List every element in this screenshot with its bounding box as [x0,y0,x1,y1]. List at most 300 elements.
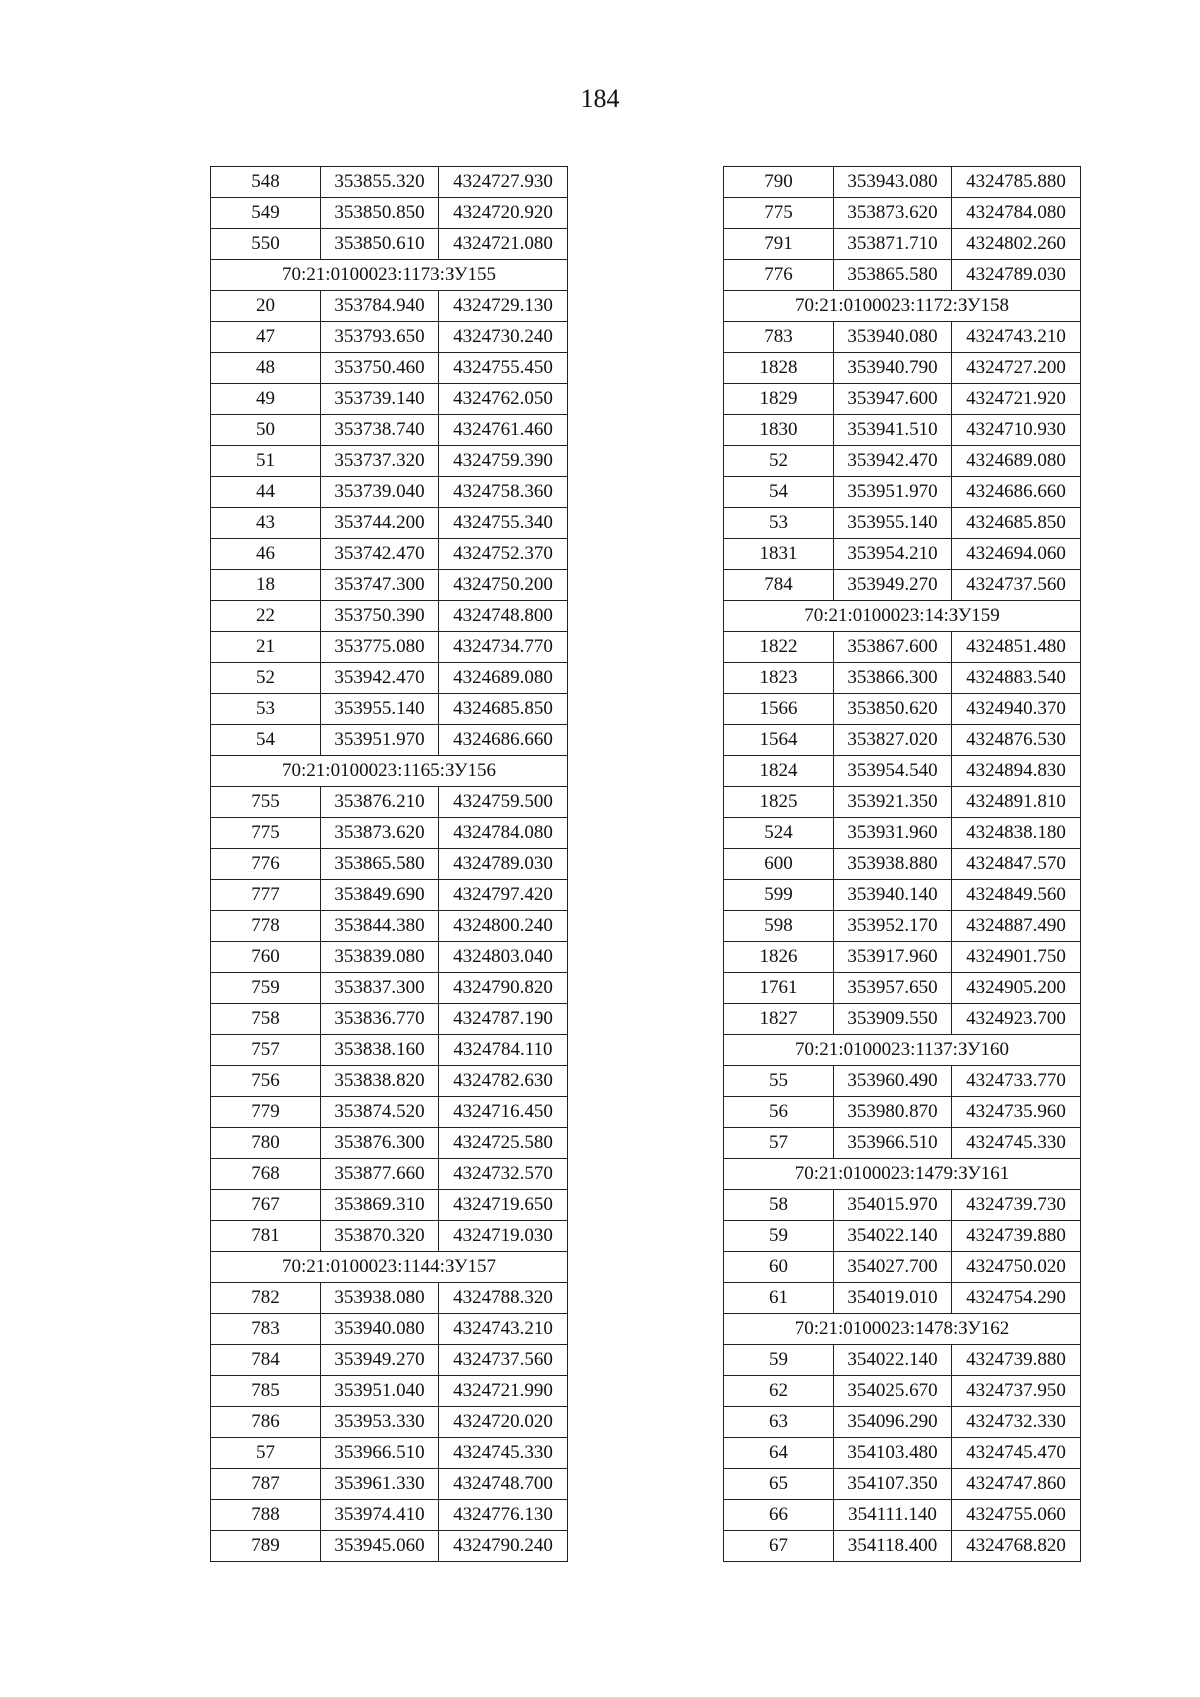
coordinate-row [211,446,568,477]
page-number: 184 [580,84,620,113]
point-number-cell: 1823 [724,663,834,694]
x-coordinate-cell: 353866.300 [834,663,952,694]
point-number-cell: 64 [724,1438,834,1469]
y-coordinate-cell: 4324755.450 [439,353,568,384]
coordinate-row [211,1407,568,1438]
coordinate-row [724,1128,1081,1159]
y-coordinate-cell: 4324803.040 [439,942,568,973]
y-coordinate-cell: 4324689.080 [439,663,568,694]
x-coordinate-cell: 353942.470 [321,663,439,694]
y-coordinate-cell: 4324752.370 [439,539,568,570]
point-number-cell: 63 [724,1407,834,1438]
x-coordinate-cell: 354111.140 [834,1500,952,1531]
coordinate-row [724,1004,1081,1035]
parcel-cadastral-number: 70:21:0100023:1479:ЗУ161 [724,1159,1081,1190]
parcel-cadastral-number: 70:21:0100023:1144:ЗУ157 [211,1252,568,1283]
x-coordinate-cell: 354103.480 [834,1438,952,1469]
coordinate-row [211,1190,568,1221]
point-number-cell: 786 [211,1407,321,1438]
y-coordinate-cell: 4324729.130 [439,291,568,322]
x-coordinate-cell: 354118.400 [834,1531,952,1562]
coordinate-row [211,601,568,632]
y-coordinate-cell: 4324782.630 [439,1066,568,1097]
point-number-cell: 20 [211,291,321,322]
x-coordinate-cell: 353747.300 [321,570,439,601]
coordinate-row [724,1500,1081,1531]
x-coordinate-cell: 353974.410 [321,1500,439,1531]
x-coordinate-cell: 353867.600 [834,632,952,663]
x-coordinate-cell: 353945.060 [321,1531,439,1562]
y-coordinate-cell: 4324847.570 [952,849,1081,880]
coordinate-row [211,1469,568,1500]
x-coordinate-cell: 353873.620 [321,818,439,849]
point-number-cell: 18 [211,570,321,601]
y-coordinate-cell: 4324887.490 [952,911,1081,942]
x-coordinate-cell: 353917.960 [834,942,952,973]
x-coordinate-cell: 353870.320 [321,1221,439,1252]
coordinate-row [211,1097,568,1128]
coordinate-row [724,694,1081,725]
point-number-cell: 52 [724,446,834,477]
point-number-cell: 22 [211,601,321,632]
coordinate-row [724,911,1081,942]
coordinates-table-left [210,166,568,1562]
point-number-cell: 758 [211,1004,321,1035]
point-number-cell: 50 [211,415,321,446]
parcel-header-row [211,260,568,291]
y-coordinate-cell: 4324737.560 [952,570,1081,601]
x-coordinate-cell: 353750.460 [321,353,439,384]
x-coordinate-cell: 353844.380 [321,911,439,942]
x-coordinate-cell: 353938.880 [834,849,952,880]
x-coordinate-cell: 353865.580 [321,849,439,880]
x-coordinate-cell: 353940.080 [321,1314,439,1345]
coordinate-row [211,694,568,725]
x-coordinate-cell: 353836.770 [321,1004,439,1035]
y-coordinate-cell: 4324739.880 [952,1221,1081,1252]
y-coordinate-cell: 4324802.260 [952,229,1081,260]
y-coordinate-cell: 4324685.850 [952,508,1081,539]
y-coordinate-cell: 4324784.110 [439,1035,568,1066]
point-number-cell: 61 [724,1283,834,1314]
point-number-cell: 65 [724,1469,834,1500]
x-coordinate-cell: 353941.510 [834,415,952,446]
y-coordinate-cell: 4324748.700 [439,1469,568,1500]
coordinate-row [211,787,568,818]
parcel-header-row [211,756,568,787]
y-coordinate-cell: 4324797.420 [439,880,568,911]
point-number-cell: 776 [211,849,321,880]
coordinate-row [211,291,568,322]
x-coordinate-cell: 353951.970 [834,477,952,508]
point-number-cell: 768 [211,1159,321,1190]
coordinate-row [211,1128,568,1159]
x-coordinate-cell: 353952.170 [834,911,952,942]
y-coordinate-cell: 4324685.850 [439,694,568,725]
x-coordinate-cell: 353957.650 [834,973,952,1004]
x-coordinate-cell: 353784.940 [321,291,439,322]
point-number-cell: 53 [724,508,834,539]
point-number-cell: 51 [211,446,321,477]
y-coordinate-cell: 4324719.030 [439,1221,568,1252]
x-coordinate-cell: 353951.970 [321,725,439,756]
y-coordinate-cell: 4324727.200 [952,353,1081,384]
point-number-cell: 55 [724,1066,834,1097]
y-coordinate-cell: 4324694.060 [952,539,1081,570]
coordinate-row [211,570,568,601]
y-coordinate-cell: 4324789.030 [439,849,568,880]
parcel-cadastral-number: 70:21:0100023:1478:ЗУ162 [724,1314,1081,1345]
parcel-cadastral-number: 70:21:0100023:1172:ЗУ158 [724,291,1081,322]
y-coordinate-cell: 4324686.660 [439,725,568,756]
point-number-cell: 57 [211,1438,321,1469]
x-coordinate-cell: 354107.350 [834,1469,952,1500]
x-coordinate-cell: 353953.330 [321,1407,439,1438]
y-coordinate-cell: 4324940.370 [952,694,1081,725]
coordinate-row [211,198,568,229]
point-number-cell: 788 [211,1500,321,1531]
point-number-cell: 787 [211,1469,321,1500]
parcel-header-row [724,1314,1081,1345]
x-coordinate-cell: 353966.510 [834,1128,952,1159]
coordinate-row [724,570,1081,601]
coordinate-row [211,1004,568,1035]
point-number-cell: 59 [724,1345,834,1376]
coordinate-row [724,1097,1081,1128]
parcel-header-row [724,291,1081,322]
parcel-cadastral-number: 70:21:0100023:1173:ЗУ155 [211,260,568,291]
coordinate-row [724,880,1081,911]
coordinate-row [211,1314,568,1345]
x-coordinate-cell: 353960.490 [834,1066,952,1097]
y-coordinate-cell: 4324787.190 [439,1004,568,1035]
coordinate-row [724,1469,1081,1500]
x-coordinate-cell: 353980.870 [834,1097,952,1128]
coordinate-row [211,1345,568,1376]
point-number-cell: 756 [211,1066,321,1097]
coordinate-row [724,167,1081,198]
y-coordinate-cell: 4324750.020 [952,1252,1081,1283]
x-coordinate-cell: 353874.520 [321,1097,439,1128]
y-coordinate-cell: 4324743.210 [952,322,1081,353]
x-coordinate-cell: 353837.300 [321,973,439,1004]
y-coordinate-cell: 4324721.990 [439,1376,568,1407]
y-coordinate-cell: 4324721.920 [952,384,1081,415]
x-coordinate-cell: 354019.010 [834,1283,952,1314]
coordinates-table-left-body [211,167,568,1562]
coordinate-row [724,725,1081,756]
x-coordinate-cell: 353793.650 [321,322,439,353]
x-coordinate-cell: 353869.310 [321,1190,439,1221]
point-number-cell: 598 [724,911,834,942]
point-number-cell: 62 [724,1376,834,1407]
x-coordinate-cell: 353909.550 [834,1004,952,1035]
point-number-cell: 778 [211,911,321,942]
y-coordinate-cell: 4324923.700 [952,1004,1081,1035]
x-coordinate-cell: 353838.160 [321,1035,439,1066]
parcel-header-row [211,1252,568,1283]
coordinate-row [724,198,1081,229]
x-coordinate-cell: 353931.960 [834,818,952,849]
x-coordinate-cell: 353940.790 [834,353,952,384]
coordinate-row [211,1159,568,1190]
coordinate-row [211,849,568,880]
y-coordinate-cell: 4324745.330 [439,1438,568,1469]
y-coordinate-cell: 4324789.030 [952,260,1081,291]
y-coordinate-cell: 4324755.060 [952,1500,1081,1531]
coordinate-row [211,1035,568,1066]
y-coordinate-cell: 4324747.860 [952,1469,1081,1500]
coordinate-row [724,229,1081,260]
point-number-cell: 1830 [724,415,834,446]
y-coordinate-cell: 4324743.210 [439,1314,568,1345]
point-number-cell: 1824 [724,756,834,787]
parcel-cadastral-number: 70:21:0100023:1165:ЗУ156 [211,756,568,787]
y-coordinate-cell: 4324851.480 [952,632,1081,663]
x-coordinate-cell: 354096.290 [834,1407,952,1438]
y-coordinate-cell: 4324905.200 [952,973,1081,1004]
coordinate-row [724,1252,1081,1283]
coordinate-row [211,539,568,570]
y-coordinate-cell: 4324849.560 [952,880,1081,911]
x-coordinate-cell: 353942.470 [834,446,952,477]
point-number-cell: 48 [211,353,321,384]
y-coordinate-cell: 4324790.240 [439,1531,568,1562]
y-coordinate-cell: 4324737.950 [952,1376,1081,1407]
point-number-cell: 54 [211,725,321,756]
coordinate-row [211,322,568,353]
coordinate-row [724,1407,1081,1438]
coordinate-row [211,1438,568,1469]
point-number-cell: 67 [724,1531,834,1562]
coordinate-row [211,973,568,1004]
x-coordinate-cell: 353876.210 [321,787,439,818]
coordinate-row [211,384,568,415]
parcel-header-row [724,1035,1081,1066]
x-coordinate-cell: 353775.080 [321,632,439,663]
x-coordinate-cell: 354022.140 [834,1345,952,1376]
y-coordinate-cell: 4324737.560 [439,1345,568,1376]
y-coordinate-cell: 4324894.830 [952,756,1081,787]
y-coordinate-cell: 4324762.050 [439,384,568,415]
point-number-cell: 767 [211,1190,321,1221]
coordinate-row [724,260,1081,291]
coordinate-row [724,818,1081,849]
point-number-cell: 1822 [724,632,834,663]
coordinates-table-right-body [724,167,1081,1562]
coordinate-row [211,229,568,260]
coordinate-row [724,1531,1081,1562]
point-number-cell: 784 [724,570,834,601]
y-coordinate-cell: 4324710.930 [952,415,1081,446]
point-number-cell: 43 [211,508,321,539]
coordinate-row [724,632,1081,663]
y-coordinate-cell: 4324883.540 [952,663,1081,694]
point-number-cell: 524 [724,818,834,849]
x-coordinate-cell: 353838.820 [321,1066,439,1097]
point-number-cell: 59 [724,1221,834,1252]
point-number-cell: 785 [211,1376,321,1407]
x-coordinate-cell: 353737.320 [321,446,439,477]
x-coordinate-cell: 353876.300 [321,1128,439,1159]
point-number-cell: 790 [724,167,834,198]
point-number-cell: 550 [211,229,321,260]
x-coordinate-cell: 353744.200 [321,508,439,539]
point-number-cell: 58 [724,1190,834,1221]
coordinate-row [724,353,1081,384]
point-number-cell: 757 [211,1035,321,1066]
coordinate-row [211,415,568,446]
coordinate-row [211,167,568,198]
y-coordinate-cell: 4324739.880 [952,1345,1081,1376]
parcel-header-row [724,1159,1081,1190]
y-coordinate-cell: 4324745.330 [952,1128,1081,1159]
y-coordinate-cell: 4324901.750 [952,942,1081,973]
y-coordinate-cell: 4324790.820 [439,973,568,1004]
point-number-cell: 780 [211,1128,321,1159]
y-coordinate-cell: 4324750.200 [439,570,568,601]
coordinates-table-right [723,166,1081,1562]
x-coordinate-cell: 354015.970 [834,1190,952,1221]
coordinate-row [211,1221,568,1252]
x-coordinate-cell: 353955.140 [321,694,439,725]
x-coordinate-cell: 353949.270 [321,1345,439,1376]
y-coordinate-cell: 4324686.660 [952,477,1081,508]
x-coordinate-cell: 353850.610 [321,229,439,260]
point-number-cell: 57 [724,1128,834,1159]
point-number-cell: 777 [211,880,321,911]
x-coordinate-cell: 353966.510 [321,1438,439,1469]
point-number-cell: 1825 [724,787,834,818]
coordinate-row [724,663,1081,694]
point-number-cell: 783 [724,322,834,353]
x-coordinate-cell: 354027.700 [834,1252,952,1283]
x-coordinate-cell: 353739.140 [321,384,439,415]
coordinate-row [211,1066,568,1097]
point-number-cell: 782 [211,1283,321,1314]
coordinate-row [211,1531,568,1562]
point-number-cell: 1827 [724,1004,834,1035]
coordinate-row [724,1190,1081,1221]
y-coordinate-cell: 4324800.240 [439,911,568,942]
coordinate-row [724,1376,1081,1407]
x-coordinate-cell: 354025.670 [834,1376,952,1407]
coordinate-row [724,1221,1081,1252]
coordinate-row [724,322,1081,353]
coordinate-row [211,508,568,539]
y-coordinate-cell: 4324735.960 [952,1097,1081,1128]
y-coordinate-cell: 4324719.650 [439,1190,568,1221]
y-coordinate-cell: 4324838.180 [952,818,1081,849]
point-number-cell: 56 [724,1097,834,1128]
y-coordinate-cell: 4324725.580 [439,1128,568,1159]
point-number-cell: 759 [211,973,321,1004]
x-coordinate-cell: 353850.620 [834,694,952,725]
y-coordinate-cell: 4324720.920 [439,198,568,229]
y-coordinate-cell: 4324755.340 [439,508,568,539]
point-number-cell: 44 [211,477,321,508]
point-number-cell: 783 [211,1314,321,1345]
point-number-cell: 784 [211,1345,321,1376]
point-number-cell: 776 [724,260,834,291]
point-number-cell: 21 [211,632,321,663]
point-number-cell: 775 [211,818,321,849]
point-number-cell: 791 [724,229,834,260]
x-coordinate-cell: 353739.040 [321,477,439,508]
coordinate-row [211,911,568,942]
y-coordinate-cell: 4324785.880 [952,167,1081,198]
point-number-cell: 781 [211,1221,321,1252]
point-number-cell: 1566 [724,694,834,725]
y-coordinate-cell: 4324776.130 [439,1500,568,1531]
coordinate-row [724,415,1081,446]
x-coordinate-cell: 353871.710 [834,229,952,260]
y-coordinate-cell: 4324784.080 [952,198,1081,229]
y-coordinate-cell: 4324720.020 [439,1407,568,1438]
y-coordinate-cell: 4324788.320 [439,1283,568,1314]
coordinate-row [211,1283,568,1314]
point-number-cell: 1831 [724,539,834,570]
point-number-cell: 47 [211,322,321,353]
coordinate-row [724,477,1081,508]
coordinate-row [211,1376,568,1407]
coordinate-row [211,880,568,911]
point-number-cell: 779 [211,1097,321,1128]
y-coordinate-cell: 4324689.080 [952,446,1081,477]
x-coordinate-cell: 353949.270 [834,570,952,601]
y-coordinate-cell: 4324759.500 [439,787,568,818]
x-coordinate-cell: 353947.600 [834,384,952,415]
point-number-cell: 599 [724,880,834,911]
x-coordinate-cell: 353921.350 [834,787,952,818]
point-number-cell: 549 [211,198,321,229]
y-coordinate-cell: 4324761.460 [439,415,568,446]
y-coordinate-cell: 4324784.080 [439,818,568,849]
point-number-cell: 1826 [724,942,834,973]
point-number-cell: 760 [211,942,321,973]
coordinate-row [724,384,1081,415]
x-coordinate-cell: 353955.140 [834,508,952,539]
parcel-cadastral-number: 70:21:0100023:1137:ЗУ160 [724,1035,1081,1066]
point-number-cell: 1828 [724,353,834,384]
coordinate-row [211,818,568,849]
y-coordinate-cell: 4324730.240 [439,322,568,353]
x-coordinate-cell: 353940.140 [834,880,952,911]
x-coordinate-cell: 353954.540 [834,756,952,787]
x-coordinate-cell: 353855.320 [321,167,439,198]
point-number-cell: 1564 [724,725,834,756]
x-coordinate-cell: 353839.080 [321,942,439,973]
point-number-cell: 52 [211,663,321,694]
y-coordinate-cell: 4324748.800 [439,601,568,632]
point-number-cell: 1829 [724,384,834,415]
y-coordinate-cell: 4324732.330 [952,1407,1081,1438]
x-coordinate-cell: 353750.390 [321,601,439,632]
y-coordinate-cell: 4324734.770 [439,632,568,663]
y-coordinate-cell: 4324716.450 [439,1097,568,1128]
y-coordinate-cell: 4324876.530 [952,725,1081,756]
coordinate-row [211,1500,568,1531]
y-coordinate-cell: 4324759.390 [439,446,568,477]
coordinate-row [724,942,1081,973]
parcel-cadastral-number: 70:21:0100023:14:ЗУ159 [724,601,1081,632]
y-coordinate-cell: 4324745.470 [952,1438,1081,1469]
x-coordinate-cell: 353940.080 [834,322,952,353]
x-coordinate-cell: 354022.140 [834,1221,952,1252]
coordinate-row [724,446,1081,477]
y-coordinate-cell: 4324768.820 [952,1531,1081,1562]
point-number-cell: 600 [724,849,834,880]
